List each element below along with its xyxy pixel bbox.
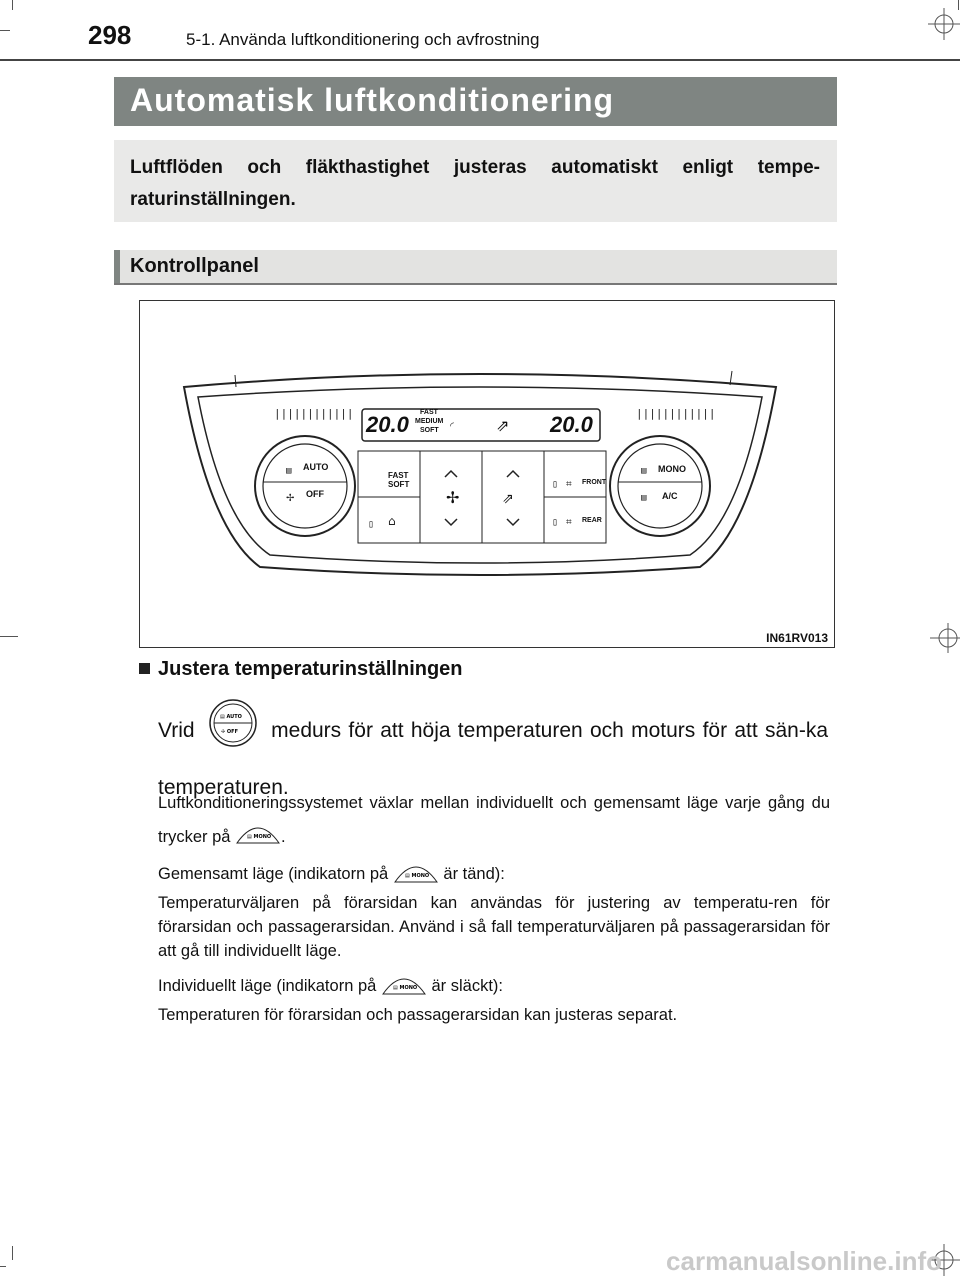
para2-text: Luftkonditioneringssystemet växlar mellan individuellt och gemensamt läge varje gång du trycker på (158, 794, 830, 846)
svg-text:⇗: ⇗ (502, 491, 514, 507)
para4-lead-end: är släckt): (431, 976, 504, 995)
page-number: 298 (88, 20, 132, 50)
para3-lead: Gemensamt läge (indikatorn på (158, 864, 389, 883)
auto-button-label: AUTO (303, 462, 329, 472)
svg-text:||||||||||||: |||||||||||| (274, 407, 354, 420)
soft-button-label: SOFT (388, 480, 410, 489)
crop-mark (0, 1266, 6, 1267)
front-button-label: FRONT (582, 479, 607, 486)
para1-start: Vrid (158, 719, 195, 743)
svg-text:▯: ▯ (552, 479, 559, 490)
mono-button-icon (235, 819, 281, 856)
para3-body: Temperaturväljaren på förarsidan kan användas för justering av temperatu-ren för förarsidan och passagerarsidan. Använd i så fall temperaturväljaren på passagerarsidan för att gå till individuellt läge. (158, 894, 830, 960)
paragraph-common-mode (158, 858, 830, 963)
watermark: carmanualsonline.info (666, 1246, 942, 1276)
auto-dial-icon (208, 698, 258, 765)
svg-text:▤ MONO: ▤ MONO (404, 873, 429, 879)
intro-text: Luftflöden och fläkthastighet justeras automatiskt enligt tempe-raturinställningen. (130, 157, 820, 210)
paragraph-individual-mode (158, 970, 830, 1027)
para3-lead-end: är tänd): (443, 864, 505, 883)
svg-text:◜: ◜ (450, 421, 454, 432)
figure-code: IN61RV013 (766, 631, 828, 645)
registration-mark (930, 623, 960, 653)
svg-text:||||||||||||: |||||||||||| (636, 407, 716, 420)
header-rule (0, 59, 960, 61)
svg-text:⌂: ⌂ (388, 514, 396, 528)
crop-mark (0, 636, 18, 637)
square-bullet-icon (139, 663, 150, 674)
para2-end: . (281, 827, 286, 846)
left-temp-display: 20.0 (366, 412, 409, 437)
registration-mark (928, 8, 960, 40)
svg-text:▯: ▯ (552, 517, 559, 528)
svg-text:▤: ▤ (286, 466, 292, 476)
control-panel-illustration (140, 301, 834, 647)
mono-button-icon (393, 858, 439, 891)
ac-button-label: A/C (662, 491, 678, 501)
subsection-title: Justera temperaturinställningen (158, 658, 463, 680)
svg-text:⌗: ⌗ (566, 479, 572, 490)
svg-text:✢ OFF: ✢ OFF (220, 729, 238, 735)
intro-box (114, 140, 837, 222)
fan-mode-medium: MEDIUM (415, 418, 444, 425)
page-title: Automatisk luftkonditionering (130, 82, 615, 118)
para1-end: medurs för att höja temperaturen och moturs för att sän-ka temperaturen. (158, 719, 828, 799)
section-heading-bar (114, 250, 837, 283)
paragraph-mono-toggle (158, 788, 830, 856)
subsection-heading (139, 658, 463, 681)
rear-button-label: REAR (582, 517, 602, 524)
mono-button-icon (381, 970, 427, 1003)
fan-mode-soft: SOFT (420, 427, 439, 434)
right-temp-display: 20.0 (550, 412, 593, 437)
para4-body: Temperaturen för förarsidan och passagerarsidan kan justeras separat. (158, 1006, 678, 1024)
crop-mark (0, 30, 10, 31)
svg-text:✢: ✢ (446, 488, 460, 507)
title-banner (114, 77, 837, 126)
running-header: 5-1. Använda luftkonditionering och avfrostning (186, 30, 540, 49)
svg-text:▤: ▤ (641, 493, 647, 503)
fan-mode-fast: FAST (420, 409, 438, 416)
section-rule (114, 283, 837, 285)
crop-mark (12, 1246, 13, 1260)
svg-text:▯: ▯ (368, 519, 375, 530)
para4-lead: Individuellt läge (indikatorn på (158, 976, 377, 995)
svg-text:▤ MONO: ▤ MONO (247, 834, 272, 840)
svg-text:⇗: ⇗ (496, 416, 510, 435)
off-button-label: OFF (306, 489, 324, 499)
svg-text:✢: ✢ (286, 493, 295, 504)
control-panel-figure (139, 300, 835, 648)
svg-text:▤: ▤ (641, 466, 647, 476)
mono-button-label: MONO (658, 464, 686, 474)
section-heading: Kontrollpanel (130, 255, 259, 277)
svg-text:▤ AUTO: ▤ AUTO (219, 714, 242, 720)
fast-button-label: FAST (388, 471, 409, 480)
svg-text:▤ MONO: ▤ MONO (392, 985, 418, 991)
svg-text:⌗: ⌗ (566, 517, 572, 528)
crop-mark (12, 0, 13, 10)
